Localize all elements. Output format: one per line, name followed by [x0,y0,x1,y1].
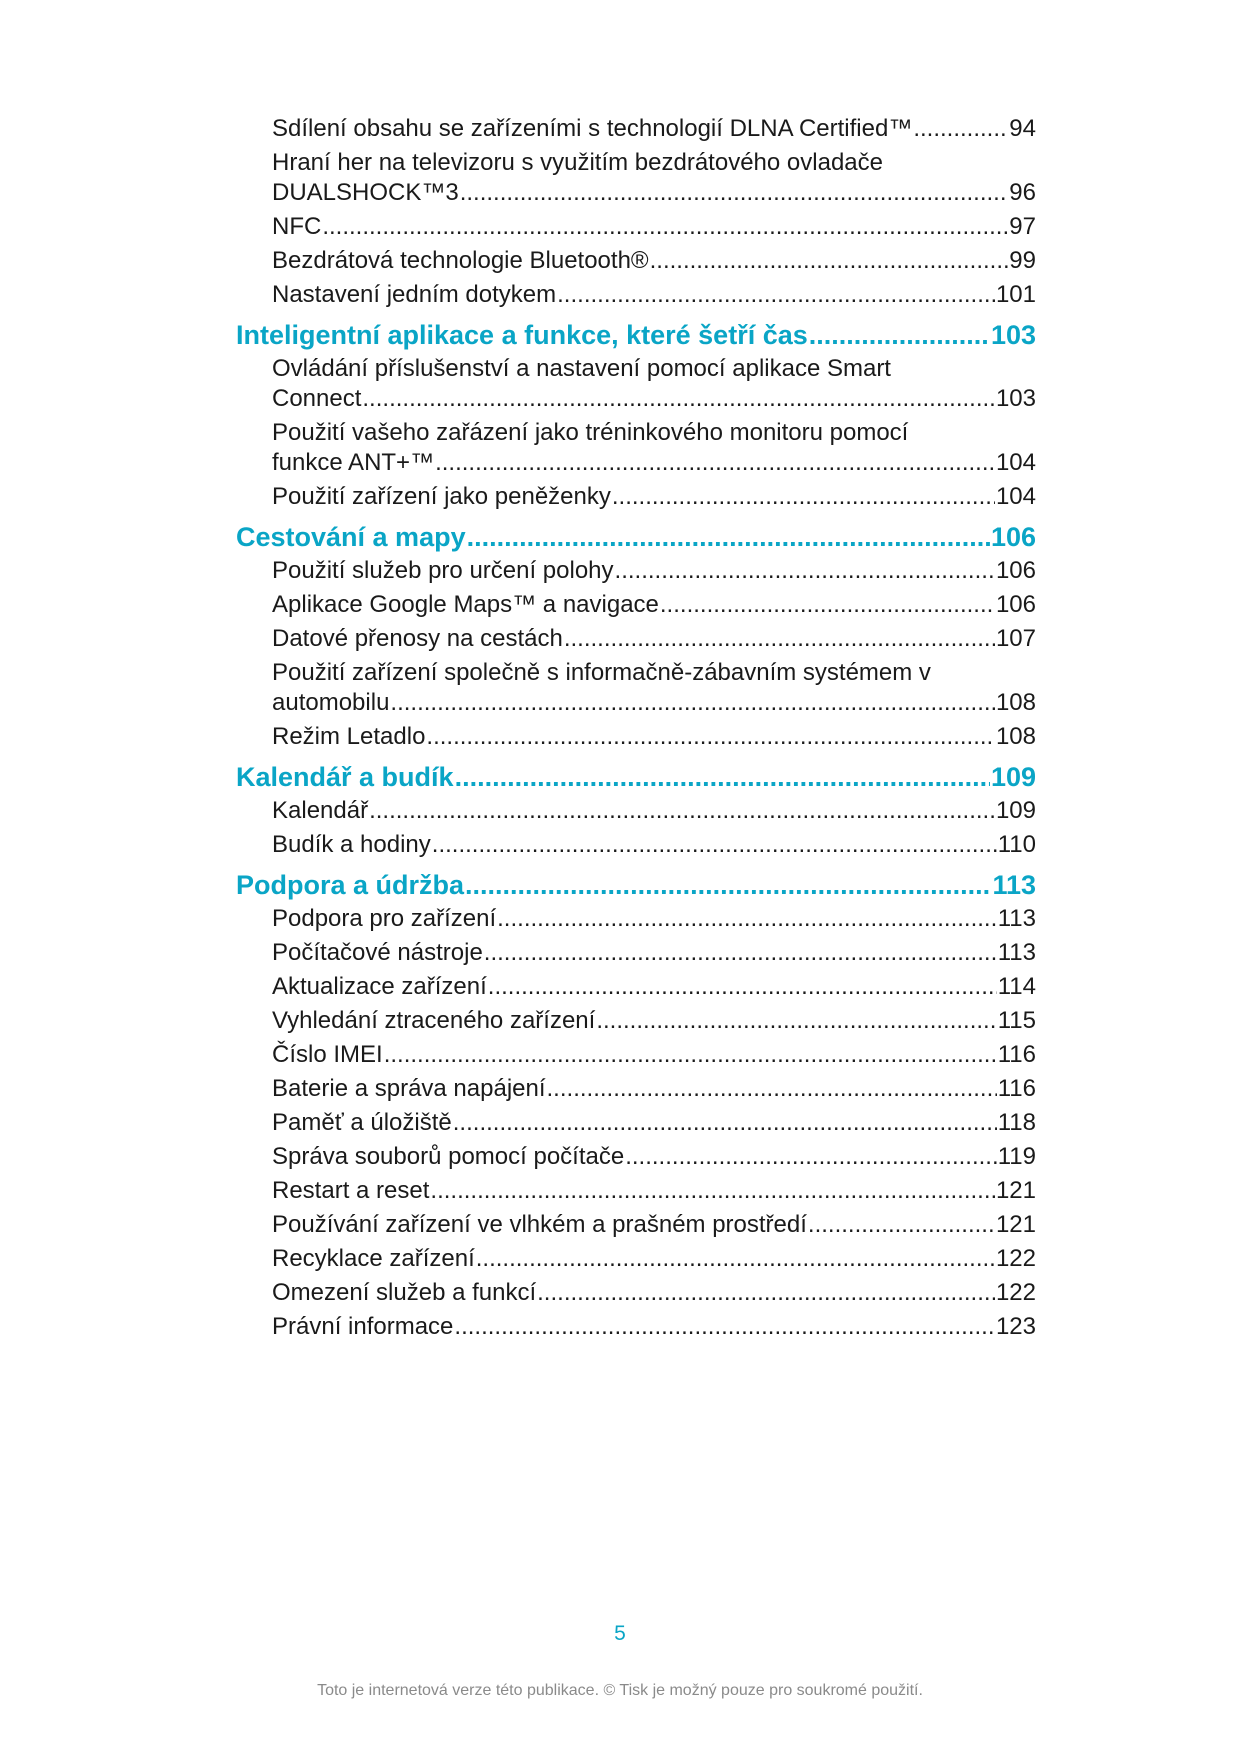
dot-leader [390,688,995,718]
toc-item-title: Bezdrátová technologie Bluetooth® [272,247,649,274]
dot-leader [432,830,997,860]
toc-item-title: Sdílení obsahu se zařízeními s technologií DLNA Certified™ [272,115,913,142]
toc-item[interactable] [236,938,1036,968]
toc-item-page: 122 [995,1245,1036,1272]
toc-item-page: 109 [990,762,1036,792]
toc-item[interactable] [236,1074,1036,1104]
dot-leader [476,1244,995,1274]
toc-item-title-line: Hraní her na televizoru s využitím bezdrátového ovladače [272,149,883,176]
dot-leader [460,178,1009,208]
dot-leader [625,1142,997,1172]
dot-leader [596,1006,996,1036]
toc-item-page: 116 [997,1041,1036,1068]
toc-item[interactable] [236,1312,1036,1342]
toc-item-page: 101 [995,281,1036,308]
toc-item-page: 96 [1009,179,1036,206]
toc-item-title: Nastavení jedním dotykem [272,281,557,308]
toc-item[interactable] [236,796,1036,826]
toc-item-page: 118 [997,1109,1036,1136]
toc-item[interactable] [236,354,1036,414]
toc-item-page: 114 [997,973,1036,1000]
dot-leader [612,482,995,512]
dot-leader [362,384,995,414]
toc-item-page: 104 [995,483,1036,510]
dot-leader [660,590,995,620]
dot-leader [488,972,997,1002]
toc-item[interactable] [236,1176,1036,1206]
toc-item-title: Podpora a údržba [236,870,465,900]
dot-leader [557,280,995,310]
toc-section[interactable] [236,520,1036,554]
toc-item-page: 119 [997,1143,1036,1170]
dot-leader [467,520,990,554]
page-number: 5 [614,1622,626,1645]
toc-item[interactable] [236,972,1036,1002]
toc-item-title: Cestování a mapy [236,522,466,552]
toc-item[interactable] [236,590,1036,620]
toc-item-page: 116 [997,1075,1036,1102]
toc-item-page: 110 [997,831,1036,858]
toc-item-title: NFC [272,213,322,240]
toc-item[interactable] [236,1278,1036,1308]
toc-item-page: 103 [990,320,1036,350]
toc-item[interactable] [236,418,1036,478]
toc-item-title: Počítačové nástroje [272,939,483,966]
toc-item[interactable] [236,1040,1036,1070]
toc-item-title-line: Ovládání příslušenství a nastavení pomocí aplikace Smart [272,355,891,382]
dot-leader [455,760,990,794]
dot-leader [369,796,995,826]
dot-leader [453,1108,997,1138]
toc-item-page: 113 [992,870,1036,900]
toc-item-title: Právní informace [272,1313,454,1340]
toc-item-page: 113 [997,939,1036,966]
footer-note: Toto je internetová verze této publikace. © Tisk je možný pouze pro soukromé použití. [317,1682,923,1699]
dot-leader [615,556,995,586]
toc-item-page: 106 [995,591,1036,618]
toc-item-title: Vyhledání ztraceného zařízení [272,1007,596,1034]
toc-item[interactable] [236,1142,1036,1172]
toc-item-title: Aktualizace zařízení [272,973,487,1000]
toc-item-title: Použití služeb pro určení polohy [272,557,614,584]
toc-item-page: 115 [997,1007,1036,1034]
toc-item[interactable] [236,1108,1036,1138]
toc-item-page: 94 [1009,115,1036,142]
toc-section[interactable] [236,868,1036,902]
toc-item-title: Restart a reset [272,1177,430,1204]
dot-leader [484,938,997,968]
toc-item-page: 99 [1009,247,1036,274]
toc-item-title-line: Použití zařízení společně s informačně-zábavním systémem v [272,659,931,686]
toc-item-title: Režim Letadlo [272,723,426,750]
toc-item-title: Podpora pro zařízení [272,905,497,932]
toc-item[interactable] [236,624,1036,654]
toc-item-title: Číslo IMEI [272,1041,383,1068]
toc-item-title: Budík a hodiny [272,831,431,858]
dot-leader [650,246,1009,276]
toc-item-title: Používání zařízení ve vlhkém a prašném prostředí [272,1211,807,1238]
toc-item-title: Aplikace Google Maps™ a navigace [272,591,659,618]
toc-item-page: 123 [995,1313,1036,1340]
toc-item-page: 121 [995,1177,1036,1204]
toc-item-title-line: Použití vašeho zařázení jako tréninkového monitoru pomocí [272,419,909,446]
toc-item-title: Inteligentní aplikace a funkce, které šetří čas [236,320,808,350]
toc-item-page: 108 [995,689,1036,716]
toc-item-title: Connect [272,385,362,412]
toc-item[interactable] [236,830,1036,860]
toc-item[interactable] [236,1244,1036,1274]
dot-leader [430,1176,995,1206]
dot-leader [564,624,995,654]
dot-leader [808,1210,995,1240]
toc-item[interactable] [236,280,1036,310]
dot-leader [454,1312,995,1342]
toc-item[interactable] [236,1210,1036,1240]
toc-item-page: 104 [995,449,1036,476]
toc-item-title: automobilu [272,689,390,716]
toc-item-page: 97 [1009,213,1036,240]
toc-item-title: Použití zařízení jako peněženky [272,483,611,510]
toc-item-title: Kalendář a budík [236,762,454,792]
toc-item[interactable] [236,658,1036,718]
toc-item-title: Datové přenosy na cestách [272,625,563,652]
toc-item-page: 109 [995,797,1036,824]
dot-leader [913,114,1008,144]
dot-leader [384,1040,997,1070]
toc-item[interactable] [236,114,1036,144]
toc-item[interactable] [236,904,1036,934]
table-of-contents [236,114,1036,1346]
toc-item-title: Kalendář [272,797,369,824]
toc-section[interactable] [236,760,1036,794]
dot-leader [426,722,995,752]
dot-leader [809,318,990,352]
dot-leader [435,448,995,478]
toc-item-page: 113 [997,905,1036,932]
toc-item-page: 122 [995,1279,1036,1306]
toc-item-page: 107 [995,625,1036,652]
toc-item-title: Správa souborů pomocí počítače [272,1143,625,1170]
toc-item-page: 121 [995,1211,1036,1238]
dot-leader [465,868,991,902]
toc-item[interactable] [236,1006,1036,1036]
toc-item[interactable] [236,556,1036,586]
toc-item-title: Baterie a správa napájení [272,1075,546,1102]
toc-item-title: DUALSHOCK™3 [272,179,459,206]
toc-item[interactable] [236,482,1036,512]
dot-leader [547,1074,997,1104]
toc-item[interactable] [236,246,1036,276]
toc-item-title: Paměť a úložiště [272,1109,452,1136]
toc-item-page: 108 [995,723,1036,750]
toc-item-title: Recyklace zařízení [272,1245,475,1272]
toc-item-page: 106 [990,522,1036,552]
toc-item-page: 106 [995,557,1036,584]
toc-item[interactable] [236,722,1036,752]
toc-item-page: 103 [995,385,1036,412]
toc-item-title: funkce ANT+™ [272,449,435,476]
toc-item-title: Omezení služeb a funkcí [272,1279,537,1306]
dot-leader [322,212,1008,242]
toc-section[interactable] [236,318,1036,352]
dot-leader [537,1278,995,1308]
toc-item[interactable] [236,148,1036,208]
toc-item[interactable] [236,212,1036,242]
dot-leader [497,904,997,934]
